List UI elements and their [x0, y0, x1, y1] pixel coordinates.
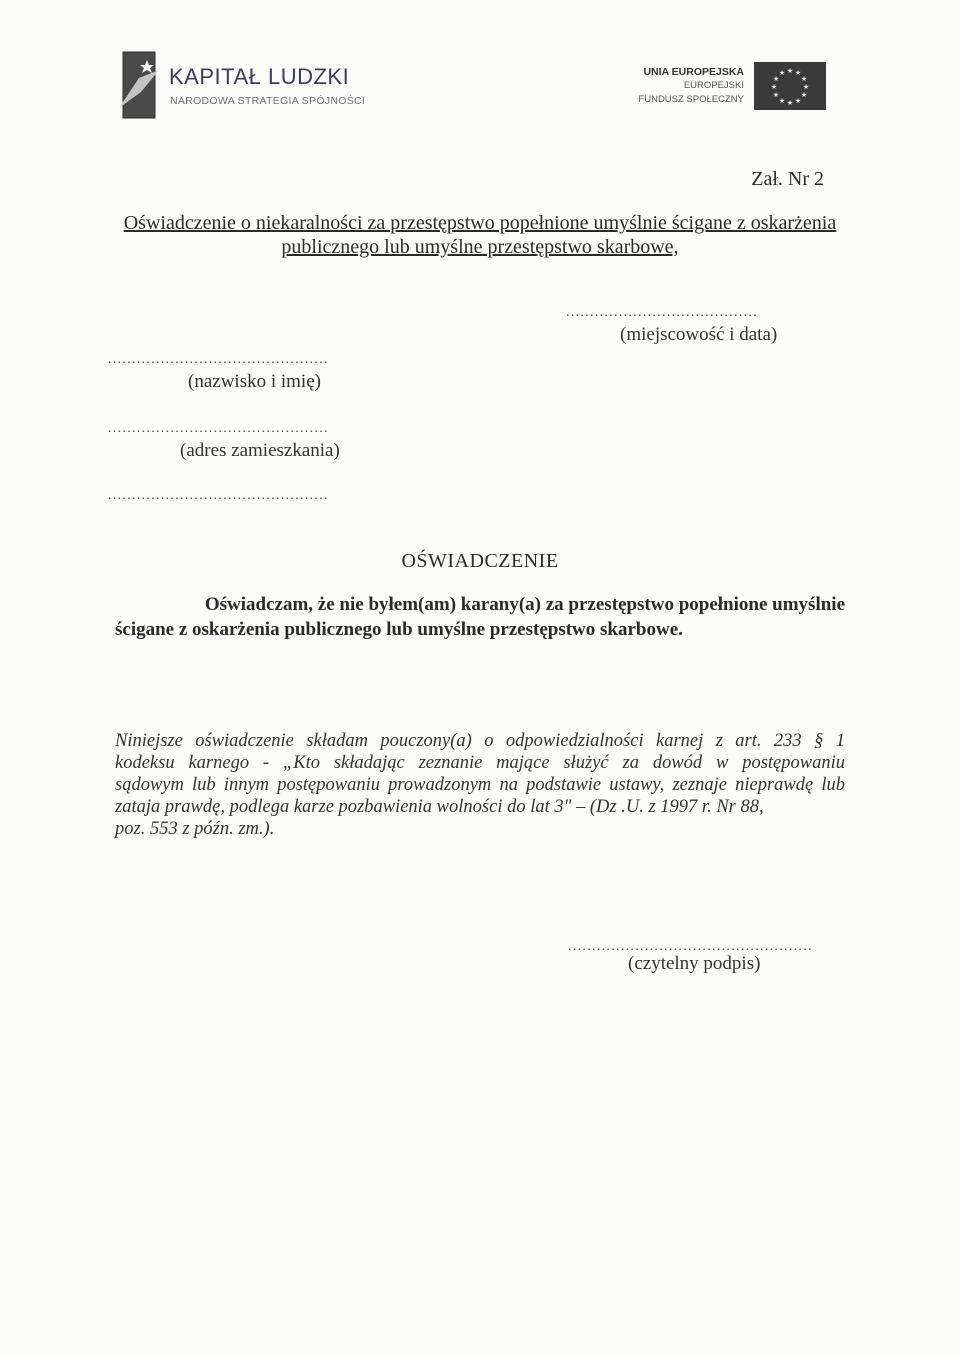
- place-date-label: (miejscowość i data): [620, 324, 778, 345]
- svg-text:★: ★: [800, 91, 808, 99]
- statement-text: [115, 592, 845, 642]
- logo-subtitle: NARODOWA STRATEGIA SPÓJNOŚCI: [170, 95, 366, 107]
- eu-line3: FUNDUSZ SPOŁECZNY: [638, 94, 744, 105]
- attachment-label: Zał. Nr 2: [751, 168, 824, 190]
- document-title: [115, 211, 845, 259]
- signature-dots: ...................................................: [568, 939, 813, 954]
- title-line-1: Oświadczenie o niekaralności za przestępstwo popełnione umyślnie ścigane z oskarżenia: [123, 212, 837, 234]
- svg-text:★: ★: [786, 99, 794, 107]
- title-line-2: publicznego lub umyślne przestępstwo skarbowe,: [281, 236, 679, 258]
- kapital-ludzki-emblem-icon: [117, 48, 161, 122]
- notice-line: poz. 553 z późn. zm.).: [115, 819, 275, 839]
- eu-flag-icon: [754, 62, 826, 110]
- signature-label: (czytelny podpis): [628, 953, 761, 974]
- eu-logo: [600, 62, 830, 112]
- svg-text:★: ★: [770, 83, 778, 91]
- address-label: (adres zamieszkania): [180, 440, 340, 461]
- svg-text:★: ★: [778, 69, 786, 77]
- legal-notice: [115, 730, 845, 840]
- logo-title: KAPITAŁ LUDZKI: [169, 64, 350, 89]
- notice-line: kodeksu karnego - „Kto składając zeznanie mające służyć za dowód w postępowaniu: [115, 753, 845, 773]
- svg-text:★: ★: [800, 75, 808, 83]
- kapital-ludzki-logo: [117, 48, 377, 122]
- address-dots: ..............................................: [108, 421, 329, 436]
- svg-text:★: ★: [794, 69, 802, 77]
- eu-logo-text: [638, 65, 744, 107]
- svg-text:★: ★: [778, 97, 786, 105]
- notice-line: Niniejsze oświadczenie składam pouczony(a) o odpowiedzialności karnej z art. 233 § 1: [115, 731, 845, 751]
- eu-line2: EUROPEJSKI: [683, 80, 744, 91]
- address-continuation-dots: ..............................................: [108, 488, 329, 503]
- svg-text:★: ★: [802, 83, 810, 91]
- statement-heading: OŚWIADCZENIE: [401, 550, 559, 572]
- svg-text:★: ★: [786, 67, 794, 75]
- place-date-dots: ........................................: [566, 305, 758, 320]
- name-label: (nazwisko i imię): [188, 371, 321, 392]
- eu-line1: UNIA EUROPEJSKA: [643, 66, 744, 78]
- statement-line-2: ścigane z oskarżenia publicznego lub umyślne przestępstwo skarbowe.: [115, 619, 683, 640]
- svg-text:★: ★: [772, 91, 780, 99]
- statement-line-1: Oświadczam, że nie byłem(am) karany(a) za przestępstwo popełnione umyślnie: [204, 594, 845, 615]
- name-dots: ..............................................: [108, 352, 329, 367]
- svg-text:★: ★: [772, 75, 780, 83]
- notice-line: sądowym lub innym postępowaniu prowadzonym na podstawie ustawy, zeznaje nieprawdę lub: [115, 775, 845, 795]
- notice-line: zataja prawdę, podlega karze pozbawienia wolności do lat 3" – (Dz .U. z 1997 r. Nr 88,: [115, 797, 764, 817]
- svg-text:★: ★: [794, 97, 802, 105]
